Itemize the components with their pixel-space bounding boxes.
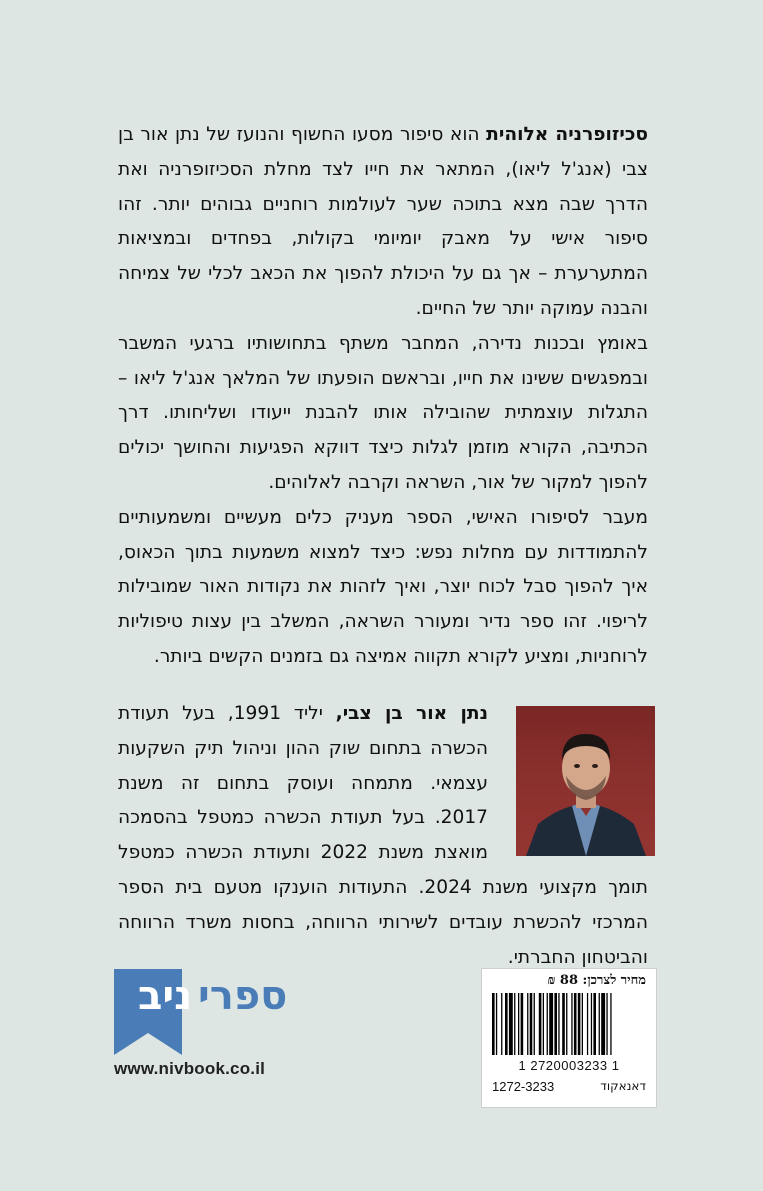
- barcode-bar: [496, 993, 497, 1055]
- danacode-label: דאנאקוד: [600, 1079, 646, 1093]
- barcode-icon: [492, 993, 646, 1055]
- barcode-bar: [582, 993, 583, 1055]
- author-name: נתן אור בן צבי,: [335, 703, 489, 724]
- barcode-bar: [587, 993, 588, 1055]
- barcode-bar: [521, 993, 524, 1055]
- barcode-bar: [554, 993, 557, 1055]
- barcode-bar: [501, 993, 502, 1055]
- barcode-bar: [543, 993, 544, 1055]
- blurb-paragraph-1: [118, 118, 648, 327]
- blurb-paragraph-3: מעבר לסיפורו האישי, הספר מעניק כלים מעשיים ומשמעותיים להתמודדות עם מחלות נפש: כיצד למצוא משמעות בתוך הכאוס, איך להפוך סבל לכוח יוצר, ואיך לזהות את נקודות האור שמובילות לריפוי. זהו ספר נדיר ומעורר השראה, המשלב בין עצות טיפוליות לרוחניות, ומציע לקורא תקווה אמיצה גם בזמנים הקשים ביותר.: [118, 506, 648, 667]
- publisher-name-part2: ניב: [138, 973, 193, 1019]
- barcode-bar: [591, 993, 592, 1055]
- barcode-bar: [599, 993, 600, 1055]
- danacode-value: 1272-3233: [492, 1079, 555, 1094]
- barcode-bar: [578, 993, 581, 1055]
- barcode-bar: [593, 993, 596, 1055]
- barcode-bar: [514, 993, 515, 1055]
- publisher-logo: [114, 969, 288, 1089]
- blurb-p1-text: הוא סיפור מסעו החשוף והנועז של נתן אור בן צבי (אנג'ל ליאו), המתאר את חייו לצד מחלת הסכיזופרניה ואת הדרך שבה מצא בתוכה שער לעולמות רוחניים גבוהים יותר. זהו סיפור אישי על מאבק יומיומי בקולות, בפחדים ובמציאות המתערערת – אך גם על היכולת להפוך את הכאב לכלי של צמיחה והבנה עמוקה יותר של החיים.: [118, 124, 648, 319]
- barcode-bar: [530, 993, 533, 1055]
- barcode-bar: [518, 993, 519, 1055]
- barcode-bar: [549, 993, 553, 1055]
- blurb-paragraph-2: באומץ ובכנות נדירה, המחבר משתף בתחושותיו ברגעי המשבר ובמפגשים ששינו את חייו, ובראשם הופעתו של המלאך אנג'ל ליאו – התגלות עוצמתית שהובילה אותו להבנת ייעודו ושליחותו. דרך הכתיבה, הקורא מוזמן לגלות כיצד דווקא הפגיעות והחושך יכולים להפוך למקור של אור, השראה וקרבה לאלוהים.: [118, 332, 648, 493]
- barcode-bar: [601, 993, 605, 1055]
- barcode-bar: [571, 993, 572, 1055]
- barcode-bar: [610, 993, 611, 1055]
- barcode-bar: [534, 993, 535, 1055]
- publisher-name-part1: ספרי: [198, 973, 288, 1019]
- consumer-price: מחיר לצרכן: 88 ₪: [547, 973, 646, 988]
- barcode-bar: [527, 993, 528, 1055]
- barcode-bar: [562, 993, 565, 1055]
- barcode-bar: [492, 993, 495, 1055]
- barcode-bar: [539, 993, 542, 1055]
- barcode-number: 1 2720003233 1: [518, 1058, 620, 1073]
- barcode-bar: [547, 993, 548, 1055]
- barcode-bar: [558, 993, 559, 1055]
- author-photo: [516, 706, 655, 856]
- barcode-bar: [505, 993, 508, 1055]
- barcode-bar: [574, 993, 577, 1055]
- publisher-url[interactable]: www.nivbook.co.il: [114, 1059, 266, 1078]
- back-cover-blurb: [118, 118, 648, 675]
- barcode-bar: [606, 993, 607, 1055]
- barcode-bar: [509, 993, 513, 1055]
- barcode-label: [481, 968, 657, 1108]
- book-title: סכיזופרניה אלוהית: [486, 124, 648, 145]
- barcode-bar: [566, 993, 567, 1055]
- author-bio-body: יליד 1991, בעל תעודת הכשרה בתחום שוק ההון וניהול תיק השקעות עצמאי. מתמחה ועוסק בתחום זה משנת 2017. בעל תעודת הכשרה כמטפל בהסמכה מואצת משנת 2022 ותעודת הכשרה כמטפל תומך מקצועי משנת 2024. התעודות הוענקו מטעם בית הספר המרכזי להכשרת עובדים לשירותי הרווחה, בחסות משרד הרווחה והביטחון החברתי.: [118, 703, 649, 968]
